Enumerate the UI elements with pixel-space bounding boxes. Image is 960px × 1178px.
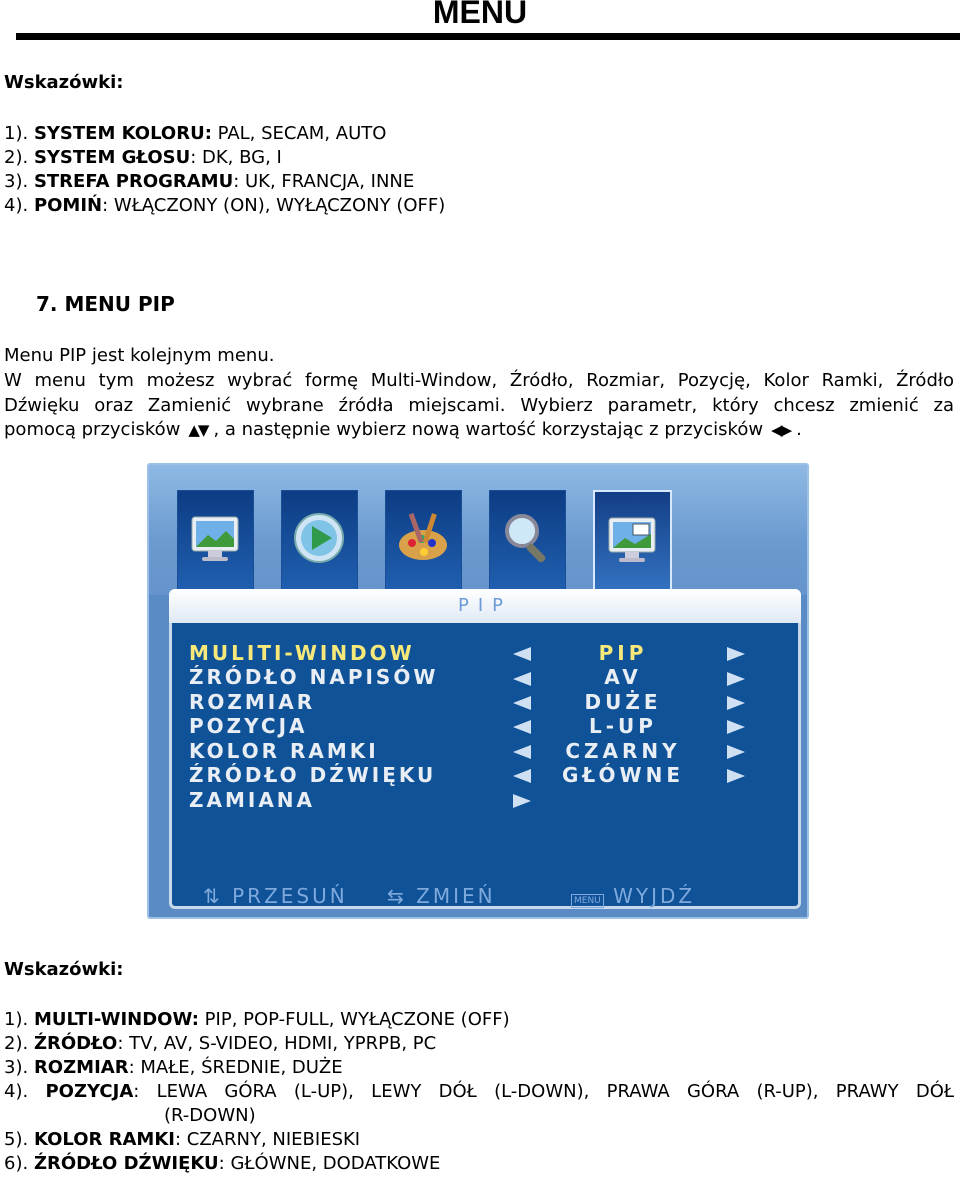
- left-right-arrows-icon: ⇆: [387, 884, 407, 908]
- hint-num: 3).: [4, 1057, 29, 1078]
- hint-key: ŹRÓDŁO: [33, 1033, 118, 1054]
- osd-row-value: L-UP: [589, 714, 657, 738]
- hint-num: 1).: [4, 1009, 29, 1030]
- osd-tab-media[interactable]: [281, 490, 358, 592]
- hint-key: SYSTEM GŁOSU: [33, 147, 191, 168]
- paragraph-line: Menu PIP jest kolejnym menu.: [4, 345, 275, 366]
- hint-key: POMIŃ: [33, 195, 103, 216]
- right-arrow-icon[interactable]: [727, 696, 745, 710]
- osd-title: PIP: [457, 595, 513, 616]
- hint-value: : MAŁE, ŚREDNIE, DUŻE: [128, 1057, 343, 1078]
- hint-num: 2).: [4, 1033, 29, 1054]
- osd-tab-search[interactable]: [489, 490, 566, 592]
- left-arrow-icon[interactable]: [513, 769, 531, 783]
- osd-tab-pip[interactable]: [593, 490, 672, 594]
- hint-key: KOLOR RAMKI: [33, 1129, 175, 1150]
- osd-row-value: CZARNY: [565, 739, 681, 763]
- hint-key: ROZMIAR: [33, 1057, 129, 1078]
- hint-value: : TV, AV, S-VIDEO, HDMI, YPRPB, PC: [117, 1033, 437, 1054]
- osd-row-label[interactable]: KOLOR RAMKI: [189, 739, 379, 763]
- right-arrow-icon[interactable]: [727, 720, 745, 734]
- right-arrow-icon[interactable]: [727, 647, 745, 661]
- osd-row-label[interactable]: ŹRÓDŁO NAPISÓW: [189, 665, 439, 689]
- left-arrow-icon[interactable]: [513, 745, 531, 759]
- title-divider: [16, 33, 960, 40]
- osd-row-label[interactable]: ŹRÓDŁO DŹWIĘKU: [189, 763, 437, 787]
- osd-screenshot: [147, 463, 809, 919]
- hint-key: POZYCJA: [45, 1081, 134, 1102]
- osd-footer-change: [387, 884, 496, 908]
- hint-value: : CZARNY, NIEBIESKI: [174, 1129, 361, 1150]
- left-arrow-icon[interactable]: [513, 672, 531, 686]
- palette-brush-icon: [394, 509, 452, 567]
- exit-label: WYJDŹ: [613, 884, 696, 908]
- hint-key: MULTI-WINDOW:: [33, 1009, 199, 1030]
- monitor-pip-icon: [603, 510, 661, 568]
- hint-key: STREFA PROGRAMU: [33, 171, 234, 192]
- osd-row-label[interactable]: ROZMIAR: [189, 690, 316, 714]
- osd-tab-picture[interactable]: [177, 490, 254, 592]
- hint-continuation: (R-DOWN): [164, 1105, 256, 1126]
- right-arrow-icon[interactable]: [727, 672, 745, 686]
- right-arrow-icon[interactable]: [727, 769, 745, 783]
- hint-num: 4).: [4, 1081, 29, 1102]
- hint-value: PIP, POP-FULL, WYŁĄCZONE (OFF): [198, 1009, 510, 1030]
- hint-item: [4, 122, 386, 146]
- left-arrow-icon[interactable]: [513, 696, 531, 710]
- monitor-picture-icon: [186, 509, 244, 567]
- hint-item: [4, 1152, 440, 1176]
- left-arrow-icon[interactable]: [513, 647, 531, 661]
- right-arrow-icon[interactable]: [727, 745, 745, 759]
- hint-item: [4, 170, 414, 194]
- osd-title-bar: [169, 589, 801, 623]
- osd-row-value: DUŻE: [584, 690, 662, 714]
- hint-item: [4, 1032, 436, 1056]
- hint-num: 3).: [4, 171, 29, 192]
- left-right-arrows-icon: ◀▶: [771, 421, 791, 439]
- osd-row-value: GŁÓWNE: [561, 763, 684, 787]
- hint-item: [4, 1128, 360, 1152]
- hint-value: : UK, FRANCJA, INNE: [233, 171, 415, 192]
- section-heading: 7. MENU PIP: [36, 292, 175, 316]
- osd-row-label[interactable]: MULITI-WINDOW: [189, 641, 415, 665]
- menu-button-icon: MENU: [571, 894, 604, 908]
- paragraph-line: [4, 393, 954, 418]
- hint-item: [4, 146, 282, 170]
- hint-value: : LEWA GÓRA (L-UP), LEWY DÓŁ (L-DOWN), PRAWA GÓRA (R-UP), PRAWY DÓŁ: [133, 1081, 954, 1102]
- hint-value: : GŁÓWNE, DODATKOWE: [218, 1153, 441, 1174]
- hint-num: 2).: [4, 147, 29, 168]
- move-label: PRZESUŃ: [232, 884, 348, 908]
- change-label: ZMIEŃ: [416, 884, 496, 908]
- osd-row-value: AV: [604, 665, 642, 689]
- hint-item: [4, 194, 445, 218]
- paragraph-text: , a następnie wybierz nową wartość korzystając z przycisków: [213, 419, 764, 440]
- hint-item: [4, 1056, 343, 1080]
- hint-num: 6).: [4, 1153, 29, 1174]
- magnifier-icon: [498, 509, 556, 567]
- osd-footer-exit: [571, 884, 695, 908]
- osd-row-label[interactable]: POZYCJA: [189, 714, 308, 738]
- hint-key: SYSTEM KOLORU:: [33, 123, 212, 144]
- up-down-arrows-icon: ⇅: [203, 884, 223, 908]
- hint-item: [4, 1080, 954, 1104]
- up-down-arrows-icon: ▲▼: [188, 421, 208, 439]
- hint-num: 1).: [4, 123, 29, 144]
- paragraph-text: .: [796, 419, 802, 440]
- osd-row-label[interactable]: ZAMIANA: [189, 788, 316, 812]
- hint-num: 4).: [4, 195, 29, 216]
- paragraph-text: Dźwięku oraz Zamienić wybrane źródła miejscami. Wybierz parametr, który chcesz zmienić za: [4, 395, 954, 416]
- hints-heading-bottom: Wskazówki:: [4, 959, 124, 980]
- paragraph-text: W menu tym możesz wybrać formę Multi-Window, Źródło, Rozmiar, Pozycję, Kolor Ramki, Źródło: [4, 370, 954, 391]
- hint-key: ŹRÓDŁO DŹWIĘKU: [33, 1153, 219, 1174]
- hint-value: PAL, SECAM, AUTO: [211, 123, 387, 144]
- hint-num: 5).: [4, 1129, 29, 1150]
- hint-value: : DK, BG, I: [190, 147, 282, 168]
- osd-tab-color[interactable]: [385, 490, 462, 592]
- osd-footer-move: [203, 884, 348, 908]
- play-disc-icon: [290, 509, 348, 567]
- hints-heading-top: Wskazówki:: [4, 72, 124, 93]
- left-arrow-icon[interactable]: [513, 720, 531, 734]
- hint-value: : WŁĄCZONY (ON), WYŁĄCZONY (OFF): [102, 195, 446, 216]
- paragraph-line: [4, 368, 954, 393]
- osd-row-value: PIP: [598, 641, 648, 665]
- hint-item: [4, 1008, 510, 1032]
- right-arrow-icon[interactable]: [513, 794, 531, 808]
- paragraph-text: pomocą przycisków: [4, 419, 181, 440]
- page-title: MENU: [432, 0, 528, 30]
- paragraph-line: [4, 417, 954, 443]
